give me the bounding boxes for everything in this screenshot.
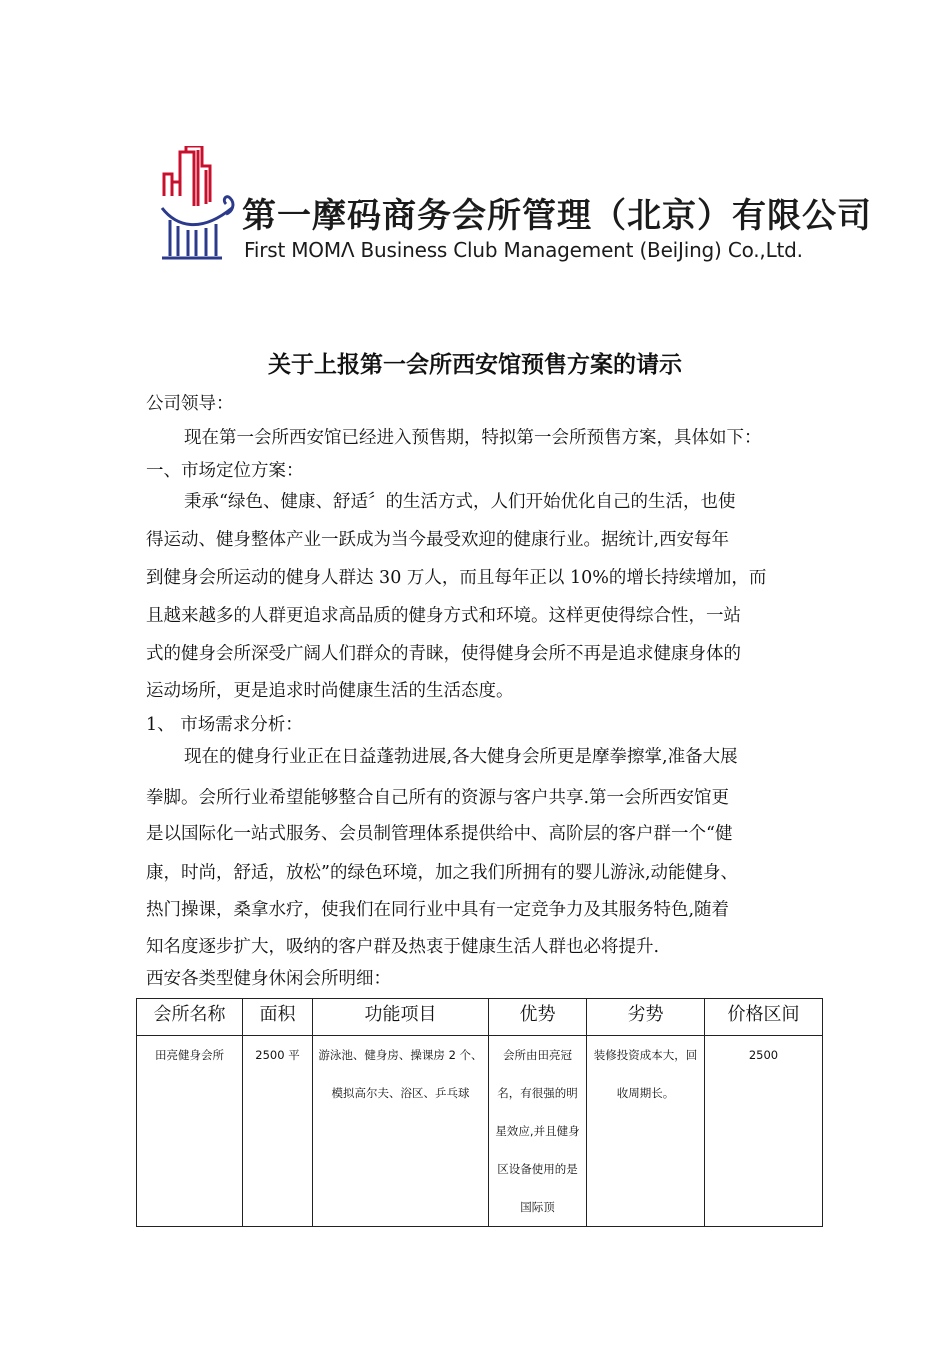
cell-price: 2500 [705,1036,823,1227]
paragraph-line: 得运动、健身整体产业一跃成为当今最受欢迎的健康行业。据统计,西安每年 [146,530,730,550]
column-header: 会所名称 [137,999,243,1036]
paragraph-line: 热门操课，桑拿水疗，使我们在同行业中具有一定竞争力及其服务特色,随着 [146,900,730,920]
cell-name: 田亮健身会所 [137,1036,243,1227]
paragraph-line: 现在第一会所西安馆已经进入预售期，特拟第一会所预售方案，具体如下： [184,428,762,448]
column-header: 面积 [243,999,313,1036]
column-header: 价格区间 [705,999,823,1036]
paragraph-line: 知名度逐步扩大，吸纳的客户群及热衷于健康生活人群也必将提升. [146,937,660,957]
paragraph-line: 且越来越多的人群更追求高品质的健身方式和环境。这样更使得综合性，一站 [146,606,741,626]
column-header: 功能项目 [313,999,489,1036]
paragraph-line: 到健身会所运动的健身人群达 30 万人，而且每年正以 10%的增长持续增加，而 [146,568,767,588]
cell-features: 游泳池、健身房、操课房 2 个、模拟高尔夫、浴区、乒乓球 [313,1036,489,1227]
section-heading: 1、 市场需求分析： [146,715,303,735]
paragraph-line: 现在的健身行业正在日益蓬勃进展,各大健身会所更是摩拳擦掌,准备大展 [184,747,738,767]
company-name-cn: 第一摩码商务会所管理（北京）有限公司 [242,196,872,236]
salutation: 公司领导： [146,394,234,414]
paragraph-line: 康，时尚，舒适，放松”的绿色环境，加之我们所拥有的婴儿游泳,动能健身、 [146,863,739,883]
column-header: 劣势 [587,999,705,1036]
document-title: 关于上报第一会所西安馆预售方案的请示 [268,351,682,378]
section-heading: 一、市场定位方案： [146,461,304,481]
column-header: 优势 [489,999,587,1036]
cell-area: 2500 平 [243,1036,313,1227]
cell-disadvantages: 装修投资成本大，回收周期长。 [587,1036,705,1227]
table-row [137,1036,823,1227]
paragraph-line: 式的健身会所深受广阔人们群众的青睐，使得健身会所不再是追求健康身体的 [146,644,741,664]
table-header-row [137,999,823,1036]
company-logo [160,146,872,266]
cell-advantages: 会所由田亮冠名，有很强的明星效应,并且健身区设备使用的是国际顶 [489,1036,587,1227]
paragraph-line: 拳脚。会所行业希望能够整合自己所有的资源与客户共享.第一会所西安馆更 [146,788,730,808]
company-name-en: First MOMΛ Business Club Management (BeiJing) Co.,Ltd. [244,238,803,262]
paragraph-line: 秉承“绿色、健康、舒适〞的生活方式，人们开始优化自己的生活，也使 [184,492,736,512]
paragraph-line: 是以国际化一站式服务、会员制管理体系提供给中、高阶层的客户群一个“健 [146,824,733,844]
club-comparison-table [136,998,823,1227]
table-caption: 西安各类型健身休闲会所明细： [146,969,391,989]
paragraph-line: 运动场所，更是追求时尚健康生活的生活态度。 [146,681,514,701]
building-logo-icon [160,146,238,264]
